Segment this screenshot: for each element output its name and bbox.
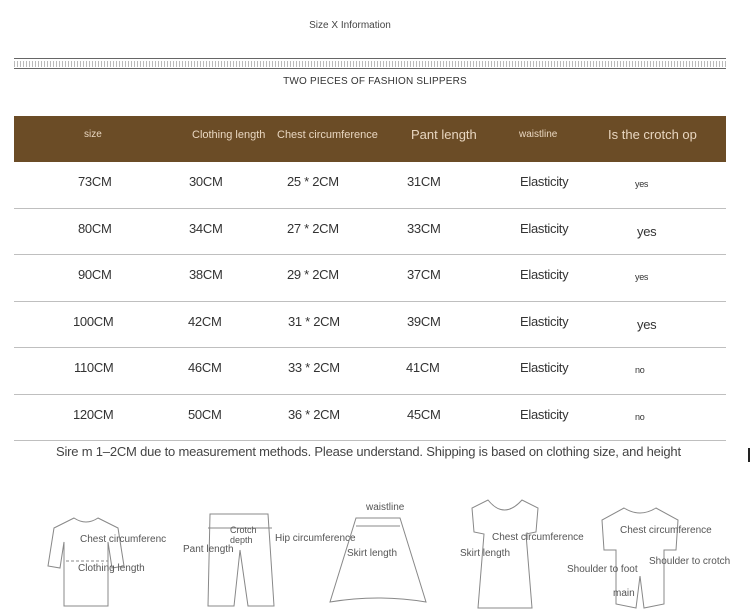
cell-pant-length: 37CM [407, 267, 441, 282]
cell-chest: 27 * 2CM [287, 220, 339, 236]
cell-size: 110CM [74, 360, 114, 375]
cell-size: 120CM [73, 406, 114, 422]
cell-chest: 36 * 2CM [288, 406, 340, 422]
table-row [14, 348, 726, 395]
col-header-pant-length: Pant length [411, 127, 477, 142]
table-row [14, 209, 726, 256]
col-header-size: size [84, 129, 102, 140]
cell-size: 100CM [73, 313, 114, 329]
cell-crotch: yes [635, 179, 649, 189]
page-subtitle: TWO PIECES OF FASHION SLIPPERS [283, 76, 467, 87]
divider-hatch [14, 61, 726, 67]
measurement-note: Sire m 1–2CM due to measurement methods. Please understand. Shipping is based on clothing size, and height [56, 444, 681, 459]
table-row [14, 302, 726, 349]
cell-crotch: yes [635, 272, 649, 282]
shorts-crotch-label: Crotch depth [230, 525, 257, 545]
cell-waistline: Elasticity [520, 174, 569, 189]
divider-bottom [14, 68, 726, 69]
skirt-diagram-icon [326, 516, 430, 606]
cell-size: 80CM [78, 220, 112, 236]
cell-crotch: no [635, 411, 645, 422]
page-title: Size X Information [309, 20, 391, 31]
measurement-diagrams [30, 494, 750, 611]
size-table [14, 116, 726, 441]
dress-length-label: Skirt length [460, 548, 511, 559]
cell-crotch: yes [637, 316, 657, 332]
cell-waistline: Elasticity [520, 267, 569, 282]
skirt-waist-label: waistline [366, 502, 405, 513]
col-header-crotch: Is the crotch op [608, 127, 697, 142]
col-header-clothing-length: Clothing length [192, 129, 266, 141]
cell-crotch: yes [637, 223, 657, 239]
cell-pant-length: 31CM [407, 174, 441, 189]
cell-waistline: Elasticity [520, 220, 569, 236]
table-row [14, 162, 726, 209]
romper-main-label: main [613, 588, 635, 599]
cell-clothing-length: 38CM [189, 267, 223, 282]
romper-chest-label: Chest circumference [620, 525, 712, 536]
cell-clothing-length: 30CM [189, 174, 223, 189]
romper-shoulder-crotch-label: Shoulder to crotch [649, 556, 731, 567]
cell-pant-length: 41CM [406, 360, 440, 375]
col-header-waistline: waistline [519, 129, 558, 140]
cell-clothing-length: 42CM [188, 313, 222, 329]
cell-chest: 31 * 2CM [288, 313, 340, 329]
skirt-length-label: Skirt length [347, 548, 398, 559]
cell-clothing-length: 34CM [189, 220, 223, 236]
cell-waistline: Elasticity [520, 406, 569, 422]
shirt-chest-label: Chest circumferenc [80, 534, 167, 545]
romper-shoulder-foot-label: Shoulder to foot [567, 564, 638, 575]
shirt-diagram-icon [46, 514, 126, 609]
shirt-length-label: Clothing length [78, 563, 145, 574]
table-header [14, 116, 726, 162]
cell-pant-length: 45CM [407, 406, 441, 422]
shorts-pant-label: Pant length [183, 544, 234, 555]
cell-chest: 29 * 2CM [287, 267, 339, 282]
cell-crotch: no [635, 365, 645, 375]
table-row [14, 255, 726, 302]
cell-waistline: Elasticity [520, 313, 569, 329]
cell-pant-length: 33CM [407, 220, 441, 236]
cell-size: 90CM [78, 267, 112, 282]
cell-clothing-length: 46CM [188, 360, 222, 375]
shorts-hip-label: Hip circumference [275, 533, 356, 544]
col-header-chest: Chest circumference [277, 129, 378, 141]
cell-waistline: Elasticity [520, 360, 569, 375]
table-row [14, 395, 726, 442]
divider-top [14, 58, 726, 59]
dress-chest-label: Chest circumference [492, 532, 584, 543]
cell-clothing-length: 50CM [188, 406, 222, 422]
cell-pant-length: 39CM [407, 313, 441, 329]
cell-chest: 25 * 2CM [287, 174, 339, 189]
cell-chest: 33 * 2CM [288, 360, 340, 375]
cell-size: 73CM [78, 174, 112, 189]
